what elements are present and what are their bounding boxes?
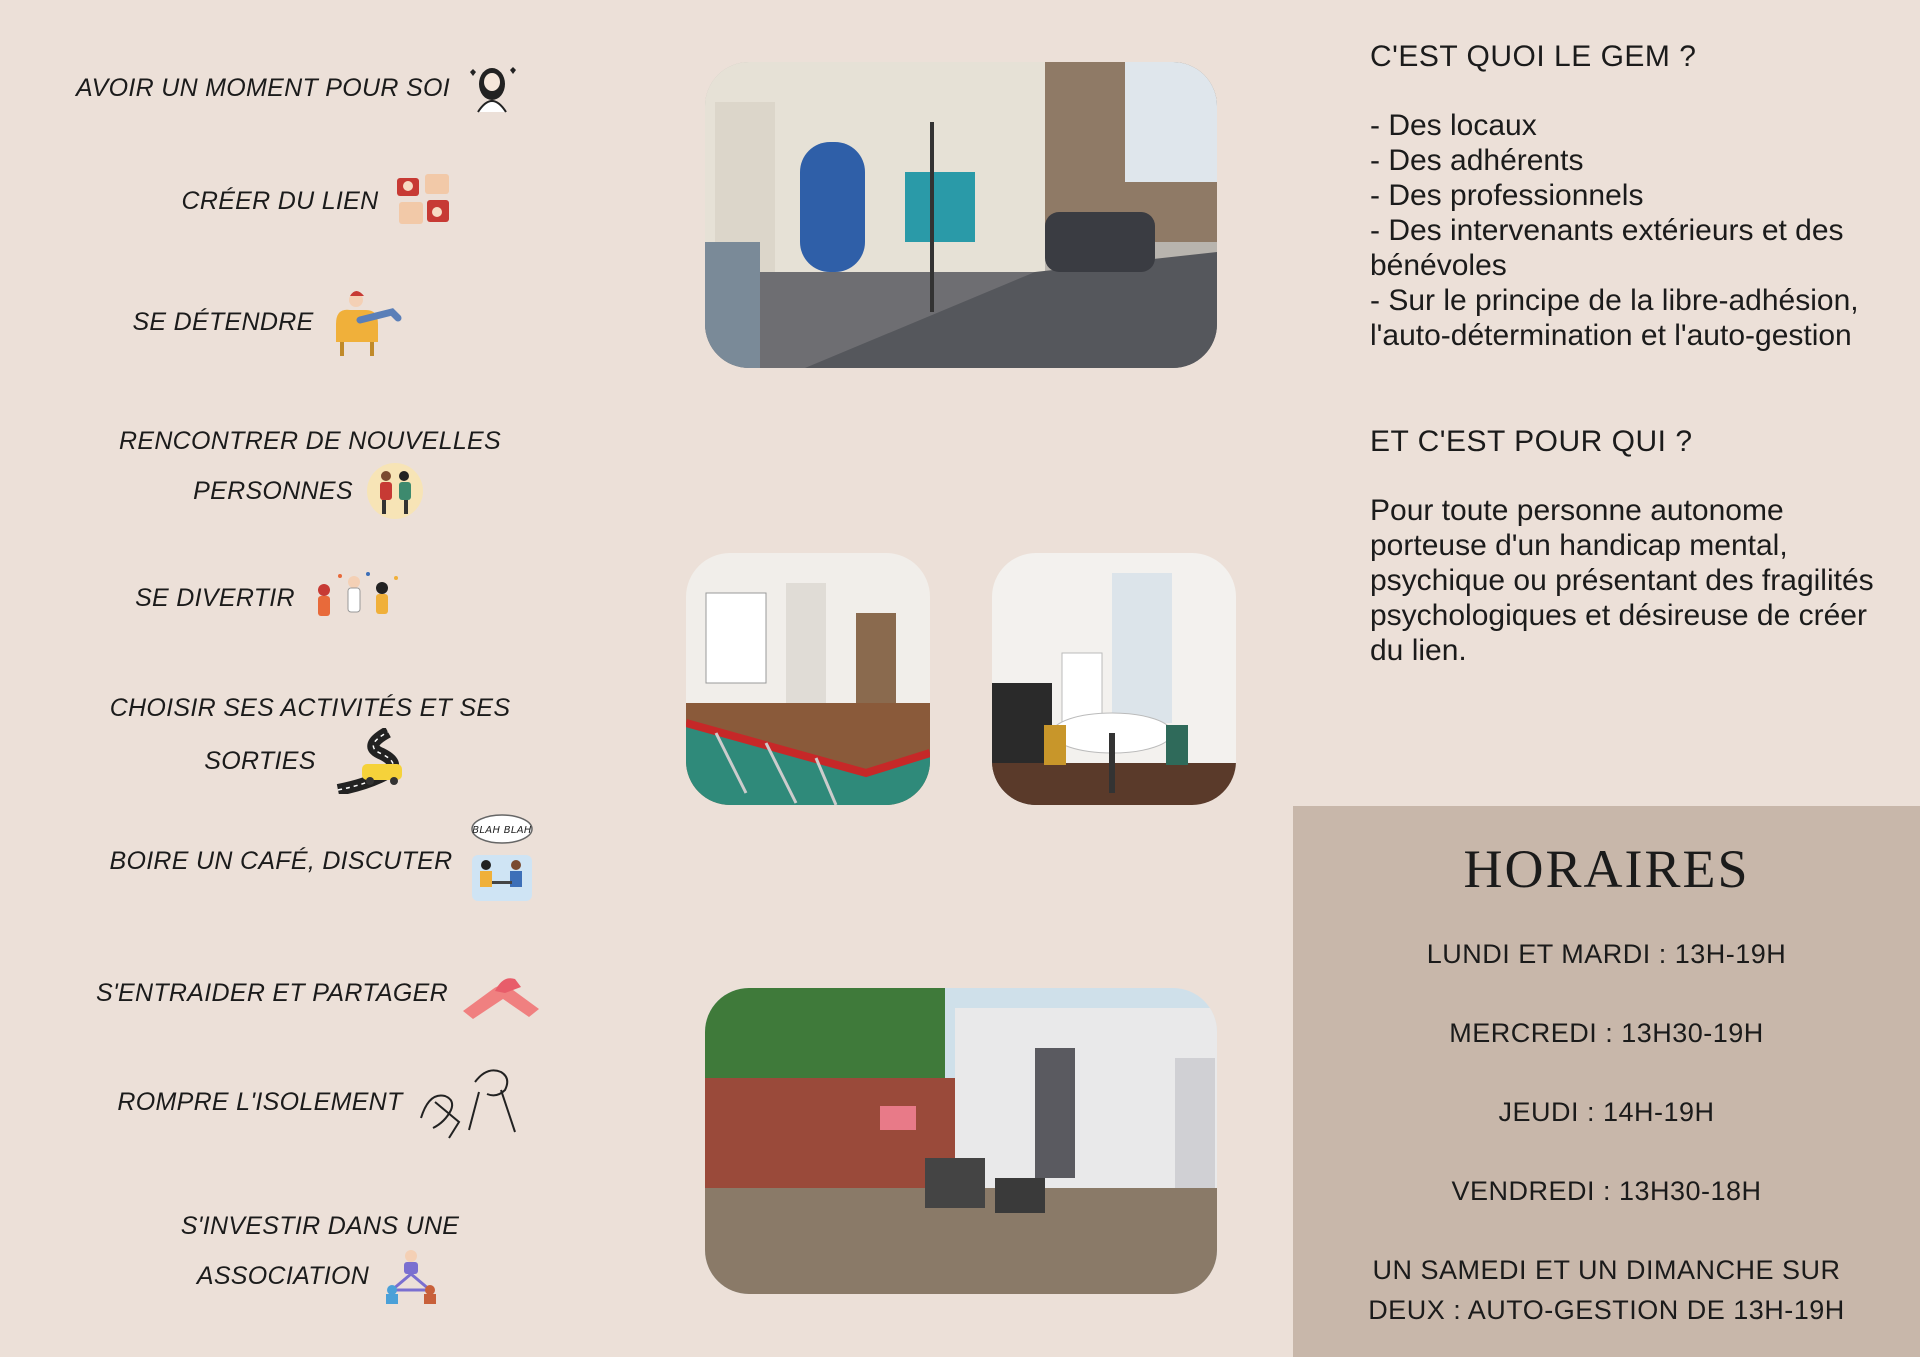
audience-question: ET C'EST POUR QUI ?	[1370, 425, 1693, 458]
horaires-row: LUNDI ET MARDI : 13H-19H	[1426, 939, 1787, 969]
activity-label: PERSONNES	[193, 477, 353, 505]
list-item: - Des professionnels	[1370, 179, 1644, 212]
horaires-row: MERCREDI : 13H30-19H	[1449, 1018, 1764, 1048]
activity-label: RENCONTRER DE NOUVELLES	[119, 426, 501, 455]
helping-hands-icon	[458, 963, 544, 1023]
photo-foosball-room	[686, 553, 930, 805]
audience-text: Pour toute personne autonome porteuse d'un handicap mental, psychique ou présentant des fragilités psychologiques et désireuse de créer du lien.	[1370, 494, 1874, 667]
activity-item	[80, 806, 570, 916]
relax-armchair-icon	[324, 282, 408, 362]
activity-item	[80, 1060, 560, 1144]
friends-icon	[389, 166, 459, 236]
activity-label: AVOIR UN MOMENT POUR SOI	[76, 73, 450, 102]
activity-item	[90, 958, 550, 1028]
activity-item	[110, 562, 430, 634]
horaires-row: UN SAMEDI ET UN DIMANCHE SUR DEUX : AUTO-GESTION DE 13H-19H	[1368, 1255, 1845, 1325]
horaires-box	[1293, 806, 1920, 1357]
activity-label: BOIRE UN CAFÉ, DISCUTER	[109, 846, 453, 875]
gem-list	[1370, 108, 1890, 353]
activity-label: SORTIES	[204, 747, 316, 775]
list-item: - Des intervenants extérieurs et des bénévoles	[1370, 214, 1844, 282]
cafe-chat-icon	[463, 813, 541, 909]
handshake-people-icon	[363, 459, 427, 523]
network-people-icon	[379, 1244, 443, 1308]
bubble-text: BLAH BLAH	[471, 825, 532, 836]
activity-item	[60, 688, 560, 798]
list-item: - Des locaux	[1370, 109, 1537, 142]
photo-street-facade	[705, 62, 1217, 368]
party-icon	[305, 566, 405, 630]
activity-label: S'INVESTIR DANS UNE	[180, 1211, 460, 1240]
list-item: - Sur le principe de la libre-adhésion, l'auto-détermination et l'auto-gestion	[1370, 284, 1859, 352]
activity-label: CHOISIR SES ACTIVITÉS ET SES	[109, 693, 511, 722]
activity-item	[110, 1198, 530, 1318]
road-car-icon	[326, 726, 416, 796]
activities-list	[0, 0, 620, 1357]
activity-label: ASSOCIATION	[196, 1262, 370, 1290]
list-item: - Des adhérents	[1370, 144, 1584, 177]
gem-question: C'EST QUOI LE GEM ?	[1370, 40, 1697, 73]
info-column	[1370, 40, 1890, 668]
horaires-row: VENDREDI : 13H30-18H	[1451, 1176, 1762, 1206]
activity-label: CRÉER DU LIEN	[181, 186, 379, 215]
activity-label: S'ENTRAIDER ET PARTAGER	[95, 978, 448, 1007]
fist-bump-icon	[413, 1060, 523, 1144]
photo-kitchen-room	[992, 553, 1236, 805]
activity-item	[80, 418, 540, 528]
horaires-row: JEUDI : 14H-19H	[1498, 1097, 1715, 1127]
activity-label: SE DÉTENDRE	[132, 307, 314, 336]
self-care-icon	[460, 56, 524, 120]
activity-label: SE DIVERTIR	[135, 583, 295, 612]
activity-item	[110, 166, 530, 236]
photo-courtyard	[705, 988, 1217, 1294]
activity-item	[110, 282, 430, 362]
activity-label: ROMPRE L'ISOLEMENT	[117, 1087, 403, 1116]
horaires-title: HORAIRES	[1463, 839, 1750, 899]
activity-item	[40, 58, 560, 118]
